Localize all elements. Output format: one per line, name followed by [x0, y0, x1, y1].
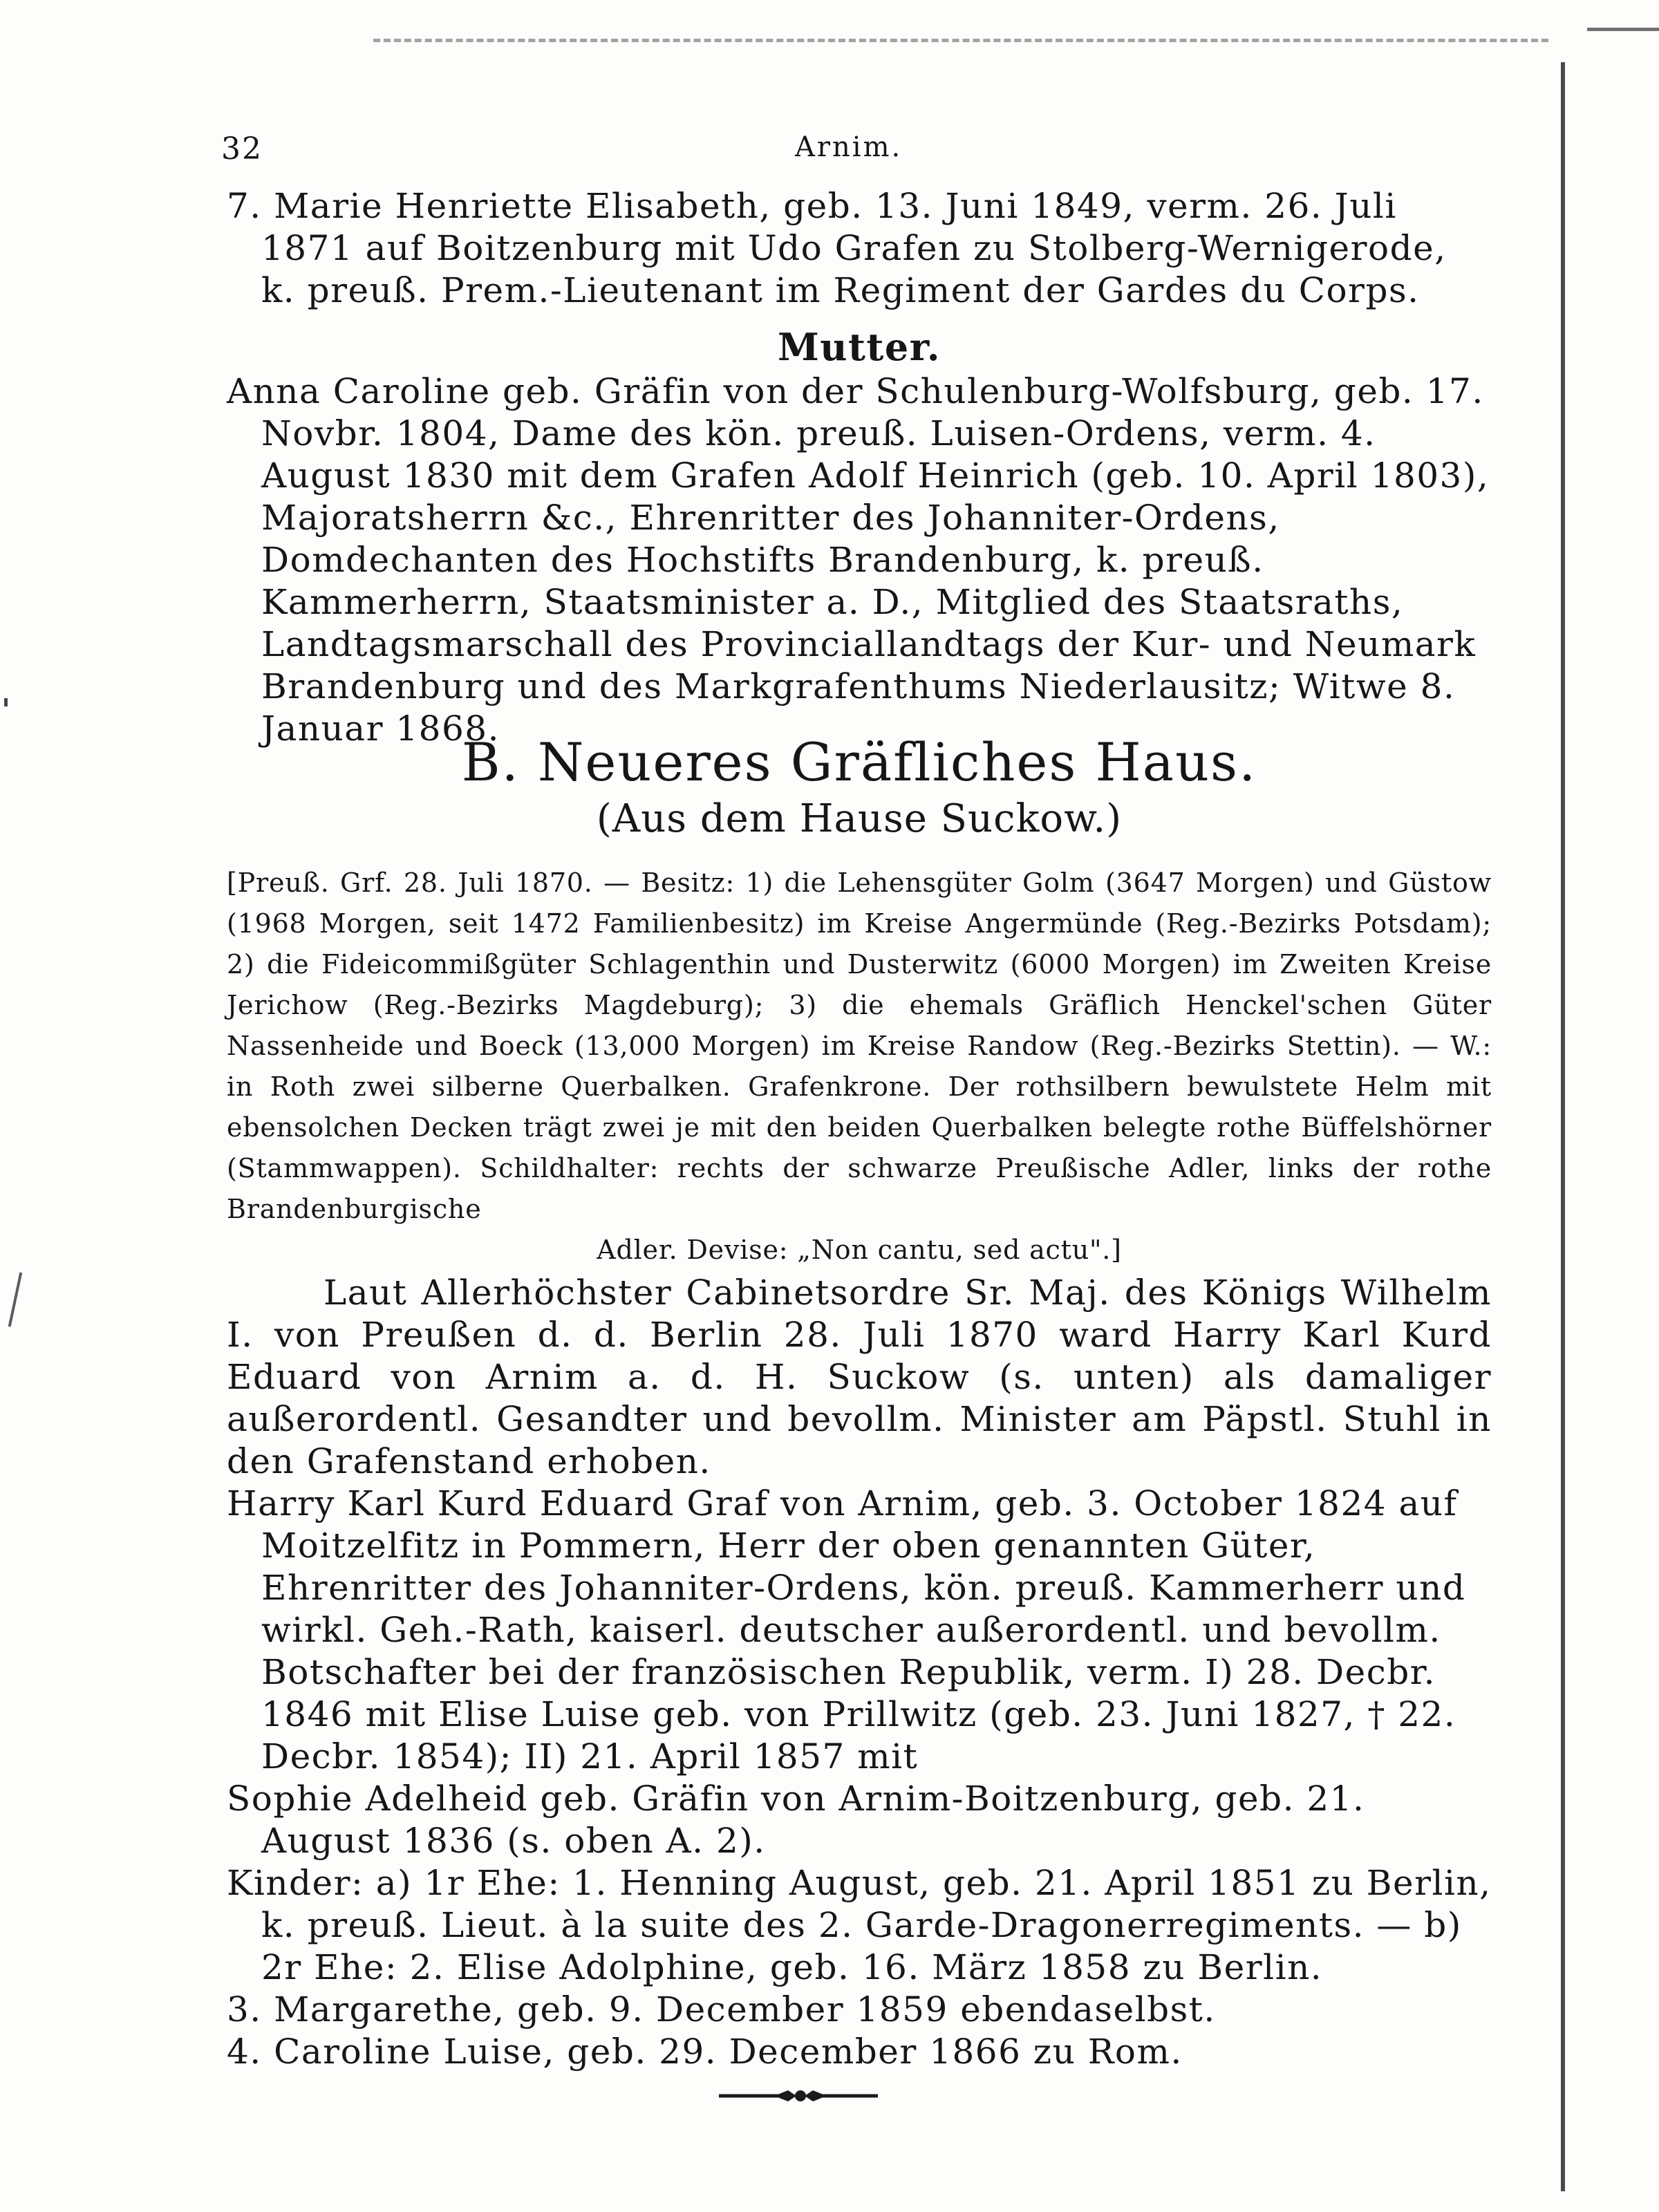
entry-7: 7. Marie Henriette Elisabeth, geb. 13. Juni 1849, verm. 26. Juli 1871 auf Boitzenburg mit Udo Grafen zu Stolberg-Wernigerode, k. preuß. Prem.-Lieutenant im Regiment der Gardes du Corps. — [227, 186, 1447, 310]
section-b-title: B. Neueres Gräfliches Haus. — [461, 731, 1257, 793]
entry-kinder: Kinder: a) 1r Ehe: 1. Henning August, geb. 21. April 1851 zu Berlin, k. preuß. Lieut. à la suite des 2. Garde-Dragonerregiments. — b) 2r Ehe: 2. Elise Adolphine, geb. 16. März 1858 zu Berlin. — [227, 1863, 1492, 1987]
mutter-text: Anna Caroline geb. Gräfin von der Schulenburg-Wolfsburg, geb. 17. Novbr. 1804, Dame des kön. preuß. Luisen-Ordens, verm. 4. August 1830 mit dem Grafen Adolf Heinrich (geb. 10. April 1803), Majoratsherrn &c., Ehrenritter des Johanniter-Ordens, Domdechanten des Hochstifts Brandenburg, k. preuß. Kammerherrn, Staatsminister a. D., Mitglied des Staatsraths, Landtagsmarschall des Provinciallandtags der Kur- und Neumark Brandenburg und des Markgrafenthums Niederlausitz; Witwe 8. Januar 1868. — [227, 371, 1490, 749]
mutter-heading: Mutter. — [777, 325, 941, 369]
section-b-notes: [Preuß. Grf. 28. Juli 1870. — Besitz: 1) die Lehensgüter Golm (3647 Morgen) und Güstow (1968 Morgen, seit 1472 Familienbesitz) im Kreise Angermünde (Reg.-Bezirks Potsdam); 2) die Fideicommißgüter Schlagenthin und Dusterwitz (6000 Morgen) im Zweiten Kreise Jerichow (Reg.-Bezirks Magdeburg); 3) die ehemals Gräflich Henckel'schen Güter Nassenheide und Boeck (13,000 Morgen) im Kreise Randow (Reg.-Bezirks Stettin). — W.: in Roth zwei silberne Querbalken. Grafenkrone. Der rothsilbern bewulstete Helm mit ebensolchen Decken trägt zwei je mit den beiden Querbalken belegte rothe Büffelshörner (Stammwappen). Schildhalter: rechts der schwarze Preußische Adler, links der rothe Brandenburgische — [227, 868, 1492, 1224]
entry-child-4: 4. Caroline Luise, geb. 29. December 1866 zu Rom. — [227, 2032, 1183, 2072]
entry-sophie: Sophie Adelheid geb. Gräfin von Arnim-Boitzenburg, geb. 21. August 1836 (s. oben A. 2). — [227, 1779, 1365, 1861]
scan-artifact-left-dot — [4, 698, 8, 706]
section-b-notes-block — [227, 863, 1492, 1271]
section-b-notes-last: Adler. Devise: „Non cantu, sed actu".] — [597, 1235, 1122, 1265]
end-ornament — [719, 2088, 878, 2104]
scan-artifact-corner — [1587, 28, 1659, 31]
section-b-intro: Laut Allerhöchster Cabinetsordre Sr. Maj. des Königs Wilhelm I. von Preußen d. d. Berlin 28. Juli 1870 ward Harry Karl Kurd Eduard von Arnim a. d. H. Suckow (s. unten) als damaliger außerordentl. Gesandter und bevollm. Minister am Päpstl. Stuhl in den Grafenstand erhoben. — [227, 1273, 1492, 1481]
page-header — [221, 131, 1493, 173]
entry-7-block — [227, 185, 1492, 312]
entry-harry: Harry Karl Kurd Eduard Graf von Arnim, geb. 3. October 1824 auf Moitzelfitz in Pommern, Herr der oben genannten Güter, Ehrenritter des Johanniter-Ordens, kön. preuß. Kammerherr und wirkl. Geh.-Rath, kaiserl. deutscher außerordentl. und bevollm. Botschafter bei der französischen Republik, verm. I) 28. Decbr. 1846 mit Elise Luise geb. von Prillwitz (geb. 23. Juni 1827, † 22. Decbr. 1854); II) 21. April 1857 mit — [227, 1483, 1466, 1777]
section-b-title-block — [227, 731, 1492, 845]
page-number: 32 — [221, 131, 263, 167]
section-b-subtitle: (Aus dem Hause Suckow.) — [596, 796, 1123, 841]
entry-child-3: 3. Margarethe, geb. 9. December 1859 ebendaselbst. — [227, 1989, 1216, 2030]
section-b-body — [227, 1272, 1492, 2073]
scan-artifact-top — [373, 39, 1548, 42]
mutter-block — [227, 325, 1492, 750]
running-head: Arnim. — [795, 131, 903, 163]
scan-artifact-left-mark — [8, 1272, 23, 1327]
scan-artifact-right-edge — [1561, 62, 1565, 2191]
